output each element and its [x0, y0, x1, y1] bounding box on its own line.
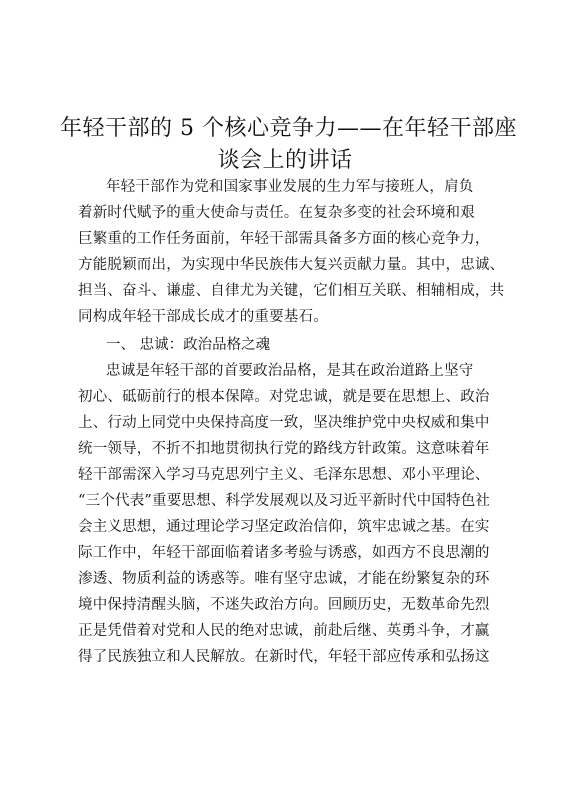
intro-paragraph-line: 同构成年轻干部成长成才的重要基石。 — [78, 309, 328, 325]
section-paragraph-line: 际工作中，年轻干部面临着诸多考验与诱惑，如西方不良思潮的 — [78, 545, 490, 561]
section-paragraph-line: 正是凭借着对党和人民的绝对忠诚，前赴后继、英勇斗争，才赢 — [78, 623, 490, 639]
section-paragraph-line: 得了民族独立和人民解放。在新时代，年轻干部应传承和弘扬这 — [78, 649, 490, 665]
section-paragraph-line: 渗透、物质利益的诱惑等。唯有坚守忠诚，才能在纷繁复杂的环 — [78, 571, 490, 587]
section-heading: 一、 忠诚：政治品格之魂 — [106, 337, 271, 353]
document-title-line-1: 年轻干部的 5 个核心竞争力——在年轻干部座 — [60, 116, 517, 141]
intro-paragraph-line: 着新时代赋予的重大使命与责任。在复杂多变的社会环境和艰 — [78, 205, 475, 221]
section-paragraph-line: 轻干部需深入学习马克思列宁主义、毛泽东思想、邓小平理论、 — [78, 467, 490, 483]
section-paragraph-line: 统一领导，不折不扣地贯彻执行党的路线方针政策。这意味着年 — [78, 441, 490, 457]
section-paragraph-line: 会主义思想，通过理论学习坚定政治信仰，筑牢忠诚之基。在实 — [78, 519, 490, 535]
intro-paragraph-line: 巨繁重的工作任务面前，年轻干部需具备多方面的核心竞争力， — [78, 231, 490, 247]
section-paragraph-line: 上、行动上同党中央保持高度一致，坚决维护党中央权威和集中 — [78, 415, 490, 431]
intro-paragraph-line: 方能脱颖而出，为实现中华民族伟大复兴贡献力量。其中，忠诚、 — [78, 257, 505, 273]
intro-paragraph-line: 年轻干部作为党和国家事业发展的生力军与接班人，肩负 — [106, 179, 474, 195]
section-paragraph-line: “三个代表”重要思想、科学发展观以及习近平新时代中国特色社 — [78, 493, 491, 509]
section-paragraph-line: 忠诚是年轻干部的首要政治品格，是其在政治道路上坚守 — [106, 363, 474, 379]
section-paragraph-line: 境中保持清醒头脑，不迷失政治方向。回顾历史，无数革命先烈 — [78, 597, 490, 613]
intro-paragraph-line: 担当、奋斗、谦虚、自律尤为关键，它们相互关联、相辅相成，共 — [78, 283, 505, 299]
document-title-line-2: 谈会上的讲话 — [217, 148, 353, 173]
section-paragraph-line: 初心、砥砺前行的根本保障。对党忠诚，就是要在思想上、政治 — [78, 389, 490, 405]
